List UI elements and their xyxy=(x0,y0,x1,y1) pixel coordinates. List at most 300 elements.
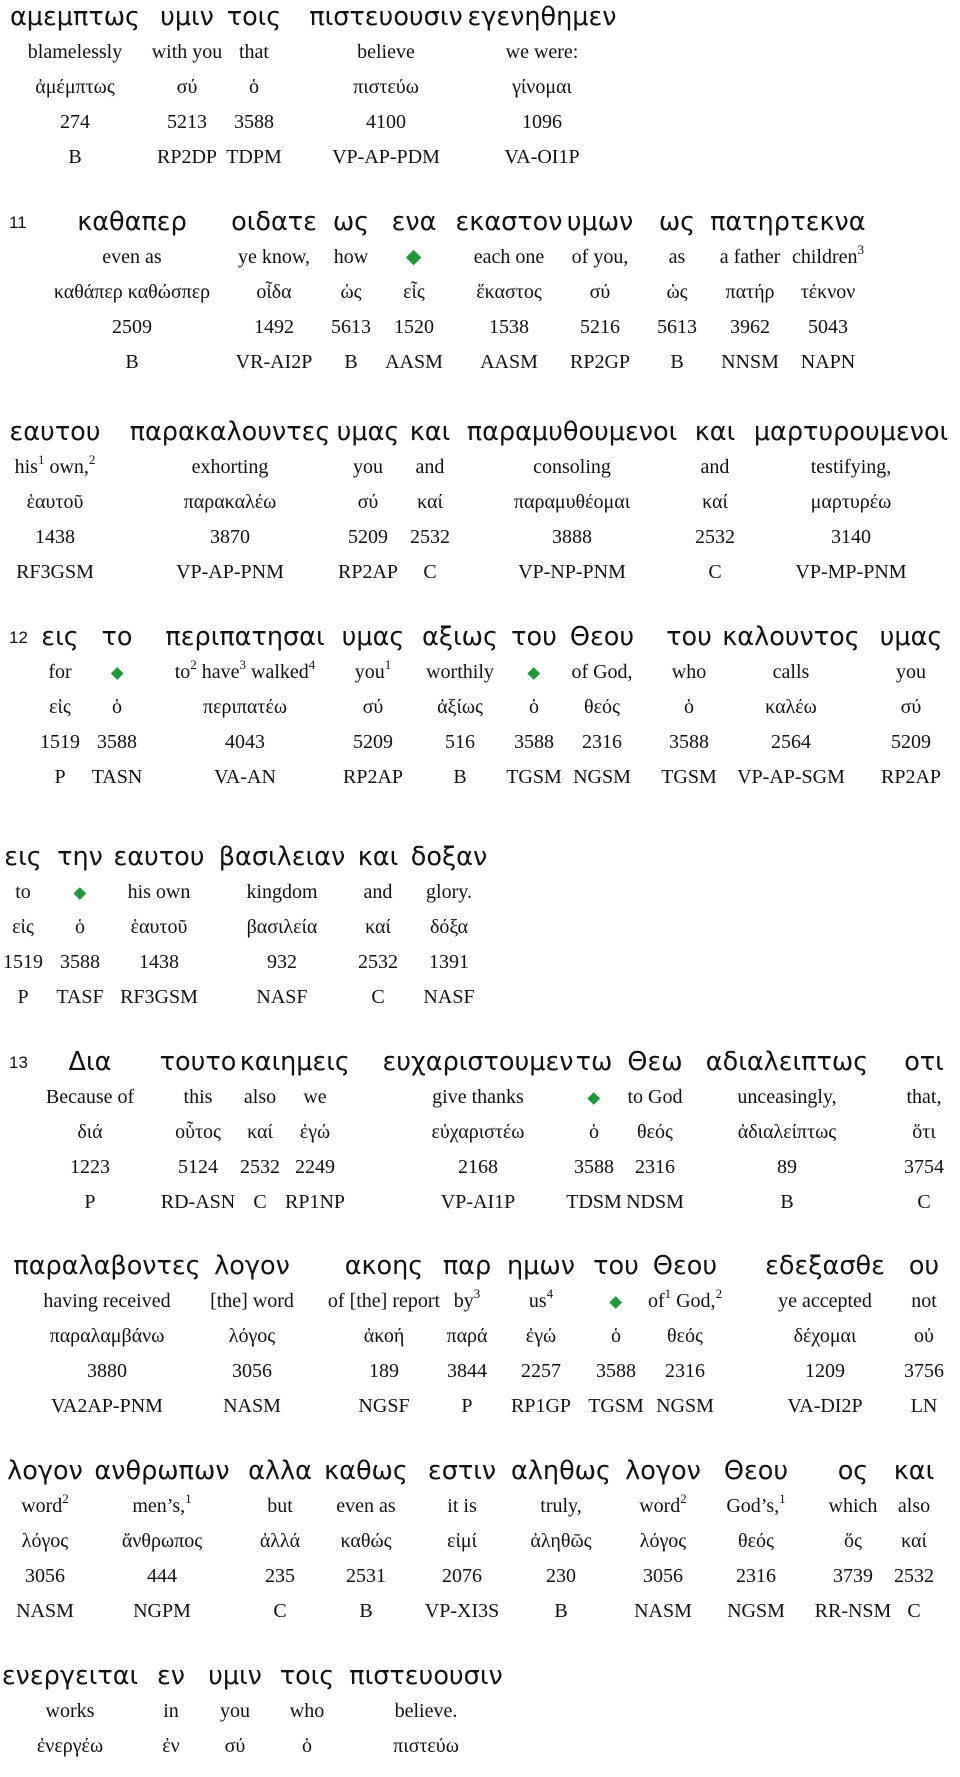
gloss-text: believe xyxy=(357,41,415,63)
morphology-code: RD-ASN xyxy=(160,1191,236,1213)
english-gloss xyxy=(710,240,790,275)
lemma: καί xyxy=(901,1530,927,1552)
gloss-text: calls xyxy=(772,661,810,683)
strongs-number: 2564 xyxy=(770,731,811,753)
lemma: εἰς xyxy=(12,916,34,938)
greek-word: δοξαν xyxy=(410,842,488,872)
gloss-text: for xyxy=(48,661,72,683)
gloss-text: this xyxy=(183,1086,213,1108)
word-column xyxy=(160,1045,237,1220)
word-order-number: 3 xyxy=(473,1286,481,1301)
strongs-number: 5613 xyxy=(331,316,371,338)
english-gloss xyxy=(467,35,616,70)
word-column xyxy=(9,415,100,590)
english-gloss xyxy=(328,1284,440,1319)
greek-word: εγενηθημεν xyxy=(467,2,617,32)
english-gloss xyxy=(570,655,634,690)
word-column xyxy=(657,205,697,380)
gloss-text: of you, xyxy=(571,246,629,268)
verse-number: 11 xyxy=(9,213,27,232)
strongs-number: 2257 xyxy=(520,1360,561,1382)
word-column xyxy=(765,1249,885,1424)
lemma: καί xyxy=(247,1121,273,1143)
gloss-text: exhorting xyxy=(191,456,269,478)
word-column xyxy=(56,840,103,1015)
morphology-code: VA-DI2P xyxy=(787,1395,863,1417)
word-column xyxy=(815,1454,892,1629)
greek-word: ημων xyxy=(507,1251,575,1281)
greek-word: εις xyxy=(4,842,42,872)
lemma: ἀκοή xyxy=(363,1325,405,1347)
lemma: σύ xyxy=(362,696,384,718)
strongs-number: 3588 xyxy=(233,111,274,133)
greek-word: Θεου xyxy=(652,1251,718,1281)
lemma: θεός xyxy=(637,1121,673,1143)
english-gloss xyxy=(382,1080,573,1115)
word-column xyxy=(625,1454,701,1629)
lemma: καί xyxy=(702,491,728,513)
morphology-code: VP-XI3S xyxy=(424,1600,500,1622)
english-gloss xyxy=(588,1284,644,1319)
greek-word: εαυτου xyxy=(9,417,101,447)
english-gloss xyxy=(625,1489,701,1524)
gloss-text: give thanks xyxy=(432,1086,524,1108)
word-column xyxy=(337,415,400,590)
morphology-code: B xyxy=(554,1600,568,1622)
greek-word: και xyxy=(409,417,451,447)
gloss-text: and xyxy=(415,456,445,478)
strongs-number: 2532 xyxy=(410,526,450,548)
gloss-text: children xyxy=(791,246,858,268)
lemma: θεός xyxy=(738,1530,774,1552)
english-gloss xyxy=(94,1489,229,1524)
lemma: ὁ xyxy=(75,916,85,938)
lemma: ὁ xyxy=(528,696,539,718)
greek-word: το xyxy=(101,622,133,652)
morphology-code: RP1GP xyxy=(510,1395,572,1417)
gloss-text: unceasingly, xyxy=(737,1086,837,1108)
greek-word: του xyxy=(593,1251,639,1281)
greek-word: οτι xyxy=(904,1047,944,1077)
word-column xyxy=(358,840,398,1015)
english-gloss xyxy=(231,240,317,275)
word-column xyxy=(309,0,462,175)
english-gloss xyxy=(208,1694,262,1729)
english-gloss xyxy=(331,240,371,275)
morphology-code: RP2GP xyxy=(569,351,631,373)
lemma: ἀληθῶς xyxy=(530,1530,592,1552)
morphology-code: NASM xyxy=(16,1600,74,1622)
word-column xyxy=(208,1659,262,1764)
morphology-code: RP2AP xyxy=(337,561,399,583)
lemma: ἐνεργέω xyxy=(36,1735,104,1757)
word-order-number: 2 xyxy=(88,452,96,467)
morphology-code: B xyxy=(780,1191,794,1213)
strongs-number: 3056 xyxy=(231,1360,272,1382)
lemma: δέχομαι xyxy=(793,1325,857,1347)
morphology-code: NGSM xyxy=(656,1395,714,1417)
strongs-number: 3056 xyxy=(24,1565,65,1587)
word-column xyxy=(570,620,634,795)
strongs-number: 1519 xyxy=(40,731,80,753)
morphology-code: C xyxy=(423,561,437,583)
morphology-code: AASM xyxy=(480,351,538,373)
morphology-code: B xyxy=(453,766,467,788)
morphology-code: C xyxy=(273,1600,287,1622)
word-column xyxy=(3,840,43,1015)
greek-word: παρ xyxy=(442,1251,492,1281)
strongs-number: 2316 xyxy=(634,1156,675,1178)
strongs-number: 3754 xyxy=(904,1156,944,1178)
word-column xyxy=(331,205,371,380)
gloss-text: of [the] report xyxy=(327,1290,441,1312)
word-column xyxy=(456,205,563,380)
word-order-number: 4 xyxy=(546,1286,554,1301)
english-gloss xyxy=(337,450,400,485)
morphology-code: P xyxy=(461,1395,473,1417)
morphology-code: VP-AP-PNM xyxy=(176,561,284,583)
lemma: παραλαμβάνω xyxy=(49,1325,165,1347)
english-gloss xyxy=(349,1694,502,1729)
morphology-code: B xyxy=(344,351,358,373)
strongs-number: 2249 xyxy=(294,1156,335,1178)
word-order-number: 1 xyxy=(37,452,45,467)
strongs-number: 2531 xyxy=(345,1565,386,1587)
english-gloss xyxy=(443,1284,491,1319)
english-gloss xyxy=(904,1284,944,1319)
diamond-icon xyxy=(406,250,422,266)
word-column xyxy=(54,205,210,380)
word-column xyxy=(566,1045,622,1220)
lemma: σύ xyxy=(589,281,611,303)
english-gloss xyxy=(506,655,562,690)
word-column xyxy=(248,1454,312,1629)
word-column xyxy=(13,1249,200,1424)
greek-word: υμας xyxy=(336,417,400,447)
greek-word: ος xyxy=(837,1456,869,1486)
strongs-number: 1438 xyxy=(139,951,179,973)
english-gloss xyxy=(657,240,697,275)
word-column xyxy=(880,620,943,795)
english-gloss xyxy=(904,1080,944,1115)
lemma: λόγος xyxy=(228,1325,276,1347)
gloss-text: Because of xyxy=(45,1086,135,1108)
gloss-text: word xyxy=(639,1495,681,1517)
english-gloss xyxy=(790,240,865,275)
english-gloss xyxy=(157,1694,185,1729)
strongs-number: 5124 xyxy=(177,1156,218,1178)
english-gloss xyxy=(695,450,735,485)
english-gloss xyxy=(13,1284,200,1319)
lemma: διά xyxy=(77,1121,103,1143)
greek-word: ανθρωπων xyxy=(94,1456,230,1486)
gloss-text: [the] word xyxy=(210,1290,294,1312)
gloss-text: as xyxy=(668,246,686,268)
english-gloss xyxy=(410,450,450,485)
word-column xyxy=(2,1659,138,1764)
word-column xyxy=(706,1045,868,1220)
gloss-text: with you xyxy=(151,41,223,63)
gloss-text: have xyxy=(201,661,240,683)
lemma: θεός xyxy=(667,1325,703,1347)
lemma: μαρτυρέω xyxy=(810,491,892,513)
strongs-number: 1096 xyxy=(521,111,562,133)
lemma: ὡς xyxy=(340,281,362,303)
morphology-code: P xyxy=(84,1191,96,1213)
english-gloss xyxy=(706,1080,868,1115)
gloss-text: works xyxy=(45,1700,95,1722)
strongs-number: 5043 xyxy=(808,316,848,338)
strongs-number: 2316 xyxy=(665,1360,705,1382)
english-gloss xyxy=(54,240,210,275)
morphology-code: TDPM xyxy=(226,146,282,168)
morphology-code: RP2DP xyxy=(156,146,218,168)
english-gloss xyxy=(152,35,223,70)
word-column xyxy=(626,1045,684,1220)
greek-word: υμιν xyxy=(208,1661,262,1691)
strongs-number: 3056 xyxy=(642,1565,683,1587)
word-column xyxy=(790,205,865,380)
diamond-icon xyxy=(528,667,541,680)
english-gloss xyxy=(280,1694,335,1729)
morphology-code: VP-AI1P xyxy=(440,1191,516,1213)
strongs-number: 274 xyxy=(59,111,90,133)
gloss-text: testifying, xyxy=(810,456,892,478)
morphology-code: VA-AN xyxy=(214,766,276,788)
word-column xyxy=(46,1045,134,1220)
english-gloss xyxy=(815,1489,892,1524)
greek-word: πατηρ xyxy=(710,207,790,237)
strongs-number: 444 xyxy=(147,1565,177,1587)
morphology-code: NASF xyxy=(423,986,475,1008)
english-gloss xyxy=(567,240,634,275)
gloss-text: and xyxy=(363,881,393,903)
greek-word: εκαστον xyxy=(455,207,563,237)
word-column xyxy=(157,1659,185,1764)
gloss-text: believe. xyxy=(394,1700,458,1722)
gloss-text: it is xyxy=(447,1495,477,1517)
lemma: καί xyxy=(365,916,391,938)
lemma: σύ xyxy=(357,491,379,513)
strongs-number: 3588 xyxy=(60,951,100,973)
greek-word: τω xyxy=(575,1047,613,1077)
greek-word: ως xyxy=(332,207,370,237)
gloss-text: of xyxy=(647,1290,665,1312)
lemma: ἕκαστος xyxy=(476,281,542,303)
morphology-code: NASM xyxy=(634,1600,692,1622)
greek-word: τοις xyxy=(279,1661,335,1691)
greek-word: παραλαβοντες xyxy=(13,1251,201,1281)
greek-word: και xyxy=(694,417,736,447)
english-gloss xyxy=(280,1080,350,1115)
morphology-code: RP1NP xyxy=(284,1191,346,1213)
gloss-text: which xyxy=(828,1495,878,1517)
gloss-text: to xyxy=(15,881,31,903)
greek-word: παραμυθουμενοι xyxy=(466,417,678,447)
strongs-number: 4043 xyxy=(224,731,265,753)
gloss-text: his own xyxy=(127,881,191,903)
gloss-text: blamelessly xyxy=(27,41,123,63)
greek-word: αμεμπτως xyxy=(9,2,141,32)
word-column xyxy=(467,0,616,175)
english-gloss xyxy=(626,1080,684,1115)
lemma: πιστεύω xyxy=(353,76,419,98)
gloss-text: a father xyxy=(719,246,781,268)
morphology-code: NGPM xyxy=(133,1600,191,1622)
word-order-number: 2 xyxy=(715,1286,723,1301)
morphology-code: LN xyxy=(910,1395,938,1417)
english-gloss xyxy=(309,35,462,70)
morphology-code: C xyxy=(907,1600,921,1622)
greek-word: ως xyxy=(658,207,696,237)
greek-word: λογον xyxy=(7,1456,83,1486)
greek-word: του xyxy=(666,622,712,652)
greek-word: και xyxy=(357,842,399,872)
word-order-number: 1 xyxy=(185,1491,192,1506)
english-gloss xyxy=(46,1080,134,1115)
word-order-number: 1 xyxy=(779,1491,786,1506)
greek-word: οιδατε xyxy=(231,207,317,237)
strongs-number: 2532 xyxy=(240,1156,280,1178)
english-gloss xyxy=(880,655,943,690)
lemma: ὁ xyxy=(588,1121,599,1143)
gloss-text: ye know, xyxy=(237,246,311,268)
lemma: καί xyxy=(417,491,443,513)
strongs-number: 2532 xyxy=(894,1565,934,1587)
diamond-icon xyxy=(74,887,87,900)
word-column xyxy=(349,1659,502,1764)
word-order-number: 2 xyxy=(62,1491,69,1506)
lemma: γίνομαι xyxy=(512,76,572,98)
gloss-text: us xyxy=(528,1290,547,1312)
english-gloss xyxy=(467,450,678,485)
greek-word: εν xyxy=(156,1661,186,1691)
lemma: παρακαλέω xyxy=(183,491,277,513)
word-column xyxy=(722,620,859,795)
word-column xyxy=(588,1249,644,1424)
word-order-number: 1 xyxy=(664,1286,672,1301)
lemma: οὗτος xyxy=(175,1121,221,1143)
lemma: πατήρ xyxy=(725,281,775,303)
word-column xyxy=(385,205,443,380)
morphology-code: B xyxy=(125,351,139,373)
greek-word: ακοης xyxy=(344,1251,424,1281)
strongs-number: 3588 xyxy=(595,1360,636,1382)
gloss-text: by xyxy=(453,1290,474,1312)
morphology-code: C xyxy=(253,1191,267,1213)
morphology-code: TGSM xyxy=(588,1395,644,1417)
strongs-number: 3880 xyxy=(87,1360,127,1382)
gloss-text: you xyxy=(219,1700,250,1722)
lemma: εἰμί xyxy=(447,1530,477,1552)
greek-word: βασιλειαν xyxy=(218,842,346,872)
word-column xyxy=(422,620,498,795)
gloss-text: even as xyxy=(102,246,162,268)
word-column xyxy=(724,1454,788,1629)
greek-word: εστιν xyxy=(427,1456,497,1486)
greek-word: Θεου xyxy=(569,622,635,652)
english-gloss xyxy=(894,1489,934,1524)
lemma: οἶδα xyxy=(256,281,292,303)
morphology-code: VA2AP-PNM xyxy=(51,1395,163,1417)
morphology-code: NNSM xyxy=(721,351,779,373)
strongs-number: 516 xyxy=(444,731,475,753)
greek-word: εις xyxy=(41,622,79,652)
greek-word: μαρτυρουμενοι xyxy=(753,417,949,447)
lemma: ὅτι xyxy=(912,1121,936,1143)
greek-word: υμων xyxy=(566,207,634,237)
lemma: παρά xyxy=(446,1325,488,1347)
morphology-code: TASN xyxy=(91,766,143,788)
greek-word: τεκνα xyxy=(790,207,866,237)
greek-word: υμας xyxy=(341,622,405,652)
word-column xyxy=(210,1249,294,1424)
english-gloss xyxy=(425,1489,499,1524)
morphology-code: VP-NP-PNM xyxy=(518,561,626,583)
english-gloss xyxy=(56,875,103,910)
english-gloss xyxy=(422,655,498,690)
morphology-code: VP-AP-PDM xyxy=(332,146,440,168)
english-gloss xyxy=(2,1694,138,1729)
english-gloss xyxy=(9,450,100,485)
greek-word: καθαπερ xyxy=(77,207,187,237)
morphology-code: VA-OI1P xyxy=(504,146,580,168)
lemma: ἀξίως xyxy=(437,696,483,718)
english-gloss xyxy=(722,655,859,690)
english-gloss xyxy=(240,1080,280,1115)
lemma: σύ xyxy=(900,696,922,718)
strongs-number: 1520 xyxy=(393,316,434,338)
verse-number: 12 xyxy=(9,628,28,647)
word-column xyxy=(342,620,405,795)
greek-word: Θεω xyxy=(627,1047,683,1077)
strongs-number: 1209 xyxy=(805,1360,845,1382)
english-gloss xyxy=(511,1489,611,1524)
gloss-text: having received xyxy=(43,1290,171,1312)
greek-word: τουτο xyxy=(159,1047,237,1077)
morphology-code: NASF xyxy=(256,986,308,1008)
english-gloss xyxy=(7,1489,83,1524)
greek-word: αληθως xyxy=(511,1456,611,1486)
word-column xyxy=(443,1249,491,1424)
word-column xyxy=(382,1045,573,1220)
english-gloss xyxy=(507,1284,575,1319)
word-column xyxy=(467,415,678,590)
lemma: παραμυθέομαι xyxy=(513,491,631,513)
word-column xyxy=(280,1659,335,1764)
morphology-code: AASM xyxy=(385,351,443,373)
gloss-text: but xyxy=(267,1495,293,1517)
strongs-number: 1538 xyxy=(488,316,529,338)
greek-word: ου xyxy=(908,1251,940,1281)
gloss-text: walked xyxy=(251,661,309,683)
lemma: ὁ xyxy=(610,1325,621,1347)
word-column xyxy=(113,840,204,1015)
morphology-code: VP-AP-SGM xyxy=(737,766,845,788)
word-column xyxy=(240,1045,280,1220)
gloss-text: not xyxy=(911,1290,937,1312)
strongs-number: 2168 xyxy=(457,1156,498,1178)
word-column xyxy=(94,1454,229,1629)
word-column xyxy=(10,0,140,175)
lemma: θεός xyxy=(584,696,620,718)
morphology-code: TGSM xyxy=(661,766,717,788)
strongs-number: 2509 xyxy=(112,316,152,338)
gloss-text: own, xyxy=(49,456,89,478)
gloss-text: ye accepted xyxy=(778,1290,872,1312)
strongs-number: 89 xyxy=(776,1156,797,1178)
strongs-number: 1223 xyxy=(69,1156,110,1178)
